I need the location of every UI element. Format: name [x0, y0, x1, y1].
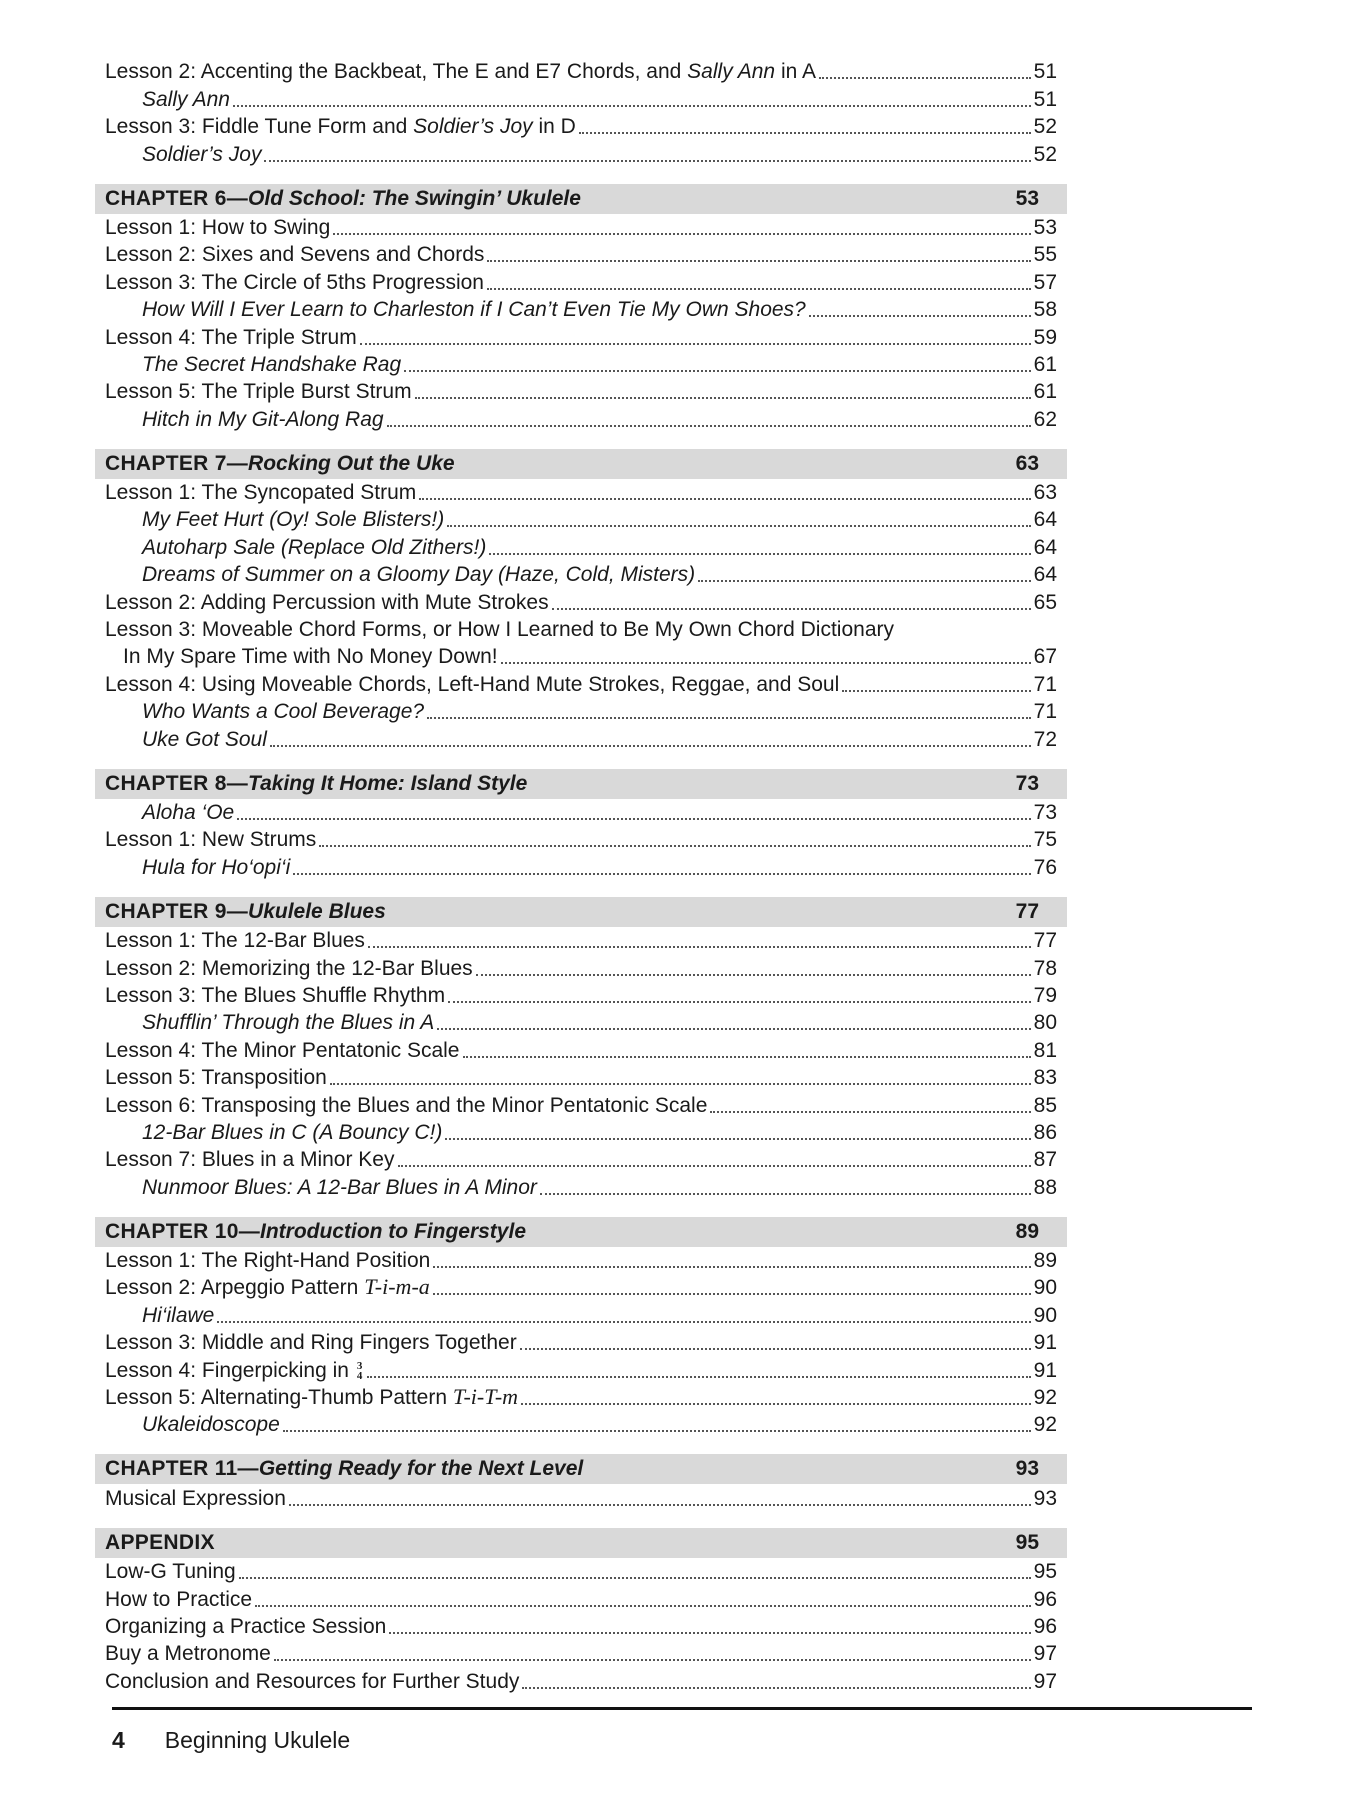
entry-page: 92	[1033, 1413, 1057, 1437]
song-entry	[105, 853, 1057, 880]
dot-leader	[389, 1632, 1030, 1634]
song-entry	[105, 1173, 1057, 1200]
lesson-entry	[105, 982, 1057, 1009]
lesson-entry	[105, 954, 1057, 981]
entry-page: 51	[1033, 60, 1057, 84]
entry-page: 88	[1033, 1175, 1057, 1199]
lesson-entry	[105, 927, 1057, 954]
entry-page: 96	[1033, 1587, 1057, 1611]
entry-title: Lesson 2: Memorizing the 12-Bar Blues	[105, 956, 473, 980]
entry-title: Sally Ann	[142, 87, 230, 111]
dot-leader	[489, 553, 1030, 555]
lesson-entry	[105, 1091, 1057, 1118]
dot-leader	[289, 1504, 1031, 1506]
lesson-entry	[105, 479, 1057, 506]
entry-page: 89	[1033, 1249, 1057, 1273]
entry-title: Nunmoor Blues: A 12-Bar Blues in A Minor	[142, 1175, 537, 1199]
entry-page: 79	[1033, 983, 1057, 1007]
lesson-entry	[105, 1356, 1057, 1383]
song-entry	[105, 1301, 1057, 1328]
entry-page: 92	[1033, 1386, 1057, 1410]
entry-title: Lesson 5: The Triple Burst Strum	[105, 380, 412, 404]
entry-page: 61	[1033, 352, 1057, 376]
lesson-entry	[105, 643, 1057, 670]
chapter-heading: APPENDIX 95	[95, 1528, 1067, 1558]
lesson-entry	[105, 1329, 1057, 1356]
song-entry	[105, 296, 1057, 323]
entry-page: 85	[1033, 1093, 1057, 1117]
entry-title: Soldier’s Joy	[142, 142, 262, 166]
entry-page: 73	[1033, 800, 1057, 824]
entry-title: Lesson 6: Transposing the Blues and the Minor Pentatonic Scale	[105, 1093, 708, 1117]
chapter-page: 63	[1015, 451, 1039, 475]
entry-page: 52	[1033, 115, 1057, 139]
chapter-page: 73	[1015, 771, 1039, 795]
entry-page: 57	[1033, 270, 1057, 294]
dot-leader	[217, 1321, 1030, 1323]
dot-leader	[293, 873, 1030, 875]
dot-leader	[239, 1577, 1031, 1579]
entry-title: Lesson 1: How to Swing	[105, 215, 331, 239]
lesson-entry	[105, 214, 1057, 241]
dot-leader	[360, 343, 1031, 345]
lesson-entry	[105, 1384, 1057, 1411]
dot-leader	[520, 1348, 1031, 1350]
song-entry	[105, 1009, 1057, 1036]
dot-leader	[819, 77, 1031, 79]
entry-page: 55	[1033, 243, 1057, 267]
lesson-entry	[105, 58, 1057, 85]
entry-title: Organizing a Practice Session	[105, 1614, 387, 1638]
entry-page: 90	[1033, 1276, 1057, 1300]
chapter-page: 89	[1015, 1219, 1039, 1243]
chapter-page: 77	[1015, 899, 1039, 923]
chapter-page: 95	[1015, 1530, 1039, 1554]
entry-title: Lesson 1: The Syncopated Strum	[105, 481, 417, 505]
entry-page: 86	[1033, 1120, 1057, 1144]
entry-page: 62	[1033, 407, 1057, 431]
dot-leader	[552, 608, 1031, 610]
lesson-entry	[105, 1585, 1057, 1612]
entry-title: Lesson 2: Sixes and Sevens and Chords	[105, 243, 485, 267]
entry-page: 93	[1033, 1486, 1057, 1510]
entry-title: Lesson 2: Adding Percussion with Mute Strokes	[105, 590, 549, 614]
entry-title: Lesson 3: Middle and Ring Fingers Together	[105, 1331, 517, 1355]
dot-leader	[463, 1056, 1031, 1058]
entry-title: Lesson 2: Accenting the Backbeat, The E and E7 Chords, and Sally Ann in A	[105, 60, 816, 84]
entry-page: 95	[1033, 1560, 1057, 1584]
entry-page: 51	[1033, 87, 1057, 111]
book-title: Beginning Ukulele	[164, 1727, 351, 1753]
entry-page: 97	[1033, 1642, 1057, 1666]
entry-title: Lesson 3: The Circle of 5ths Progression	[105, 270, 484, 294]
entry-page: 77	[1033, 929, 1057, 953]
song-entry	[105, 140, 1057, 167]
dot-leader	[437, 1028, 1030, 1030]
entry-title: Autoharp Sale (Replace Old Zithers!)	[142, 535, 487, 559]
entry-title: Lesson 4: Using Moveable Chords, Left-Hand Mute Strokes, Reggae, and Soul	[105, 672, 840, 696]
song-entry	[105, 85, 1057, 112]
entry-page: 90	[1033, 1303, 1057, 1327]
entry-page: 83	[1033, 1066, 1057, 1090]
entry-page: 71	[1033, 700, 1057, 724]
chapter-heading: CHAPTER 11—Getting Ready for the Next Level 93	[95, 1454, 1067, 1484]
lesson-entry	[105, 1036, 1057, 1063]
chapter-page: 53	[1015, 186, 1039, 210]
lesson-entry	[105, 826, 1057, 853]
entry-title: How Will I Ever Learn to Charleston if I Can’t Even Tie My Own Shoes?	[142, 298, 806, 322]
dot-leader	[255, 1605, 1031, 1607]
entry-title: Who Wants a Cool Beverage?	[142, 700, 425, 724]
dot-leader	[579, 132, 1031, 134]
dot-leader	[433, 1293, 1031, 1295]
entry-title: Lesson 5: Alternating-Thumb Pattern T-i-T-m	[105, 1384, 519, 1410]
entry-page: 75	[1033, 828, 1057, 852]
dot-leader	[698, 580, 1030, 582]
dot-leader	[387, 425, 1031, 427]
dot-leader	[237, 818, 1030, 820]
entry-title: In My Spare Time with No Money Down!	[123, 645, 498, 669]
lesson-entry	[105, 670, 1057, 697]
entry-page: 78	[1033, 956, 1057, 980]
dot-leader	[330, 1083, 1031, 1085]
entry-title: Aloha ‘Oe	[142, 800, 235, 824]
entry-page: 64	[1033, 508, 1057, 532]
lesson-entry	[105, 1640, 1057, 1667]
dot-leader	[476, 974, 1031, 976]
entry-title: Lesson 3: Fiddle Tune Form and Soldier’s Joy in D	[105, 115, 576, 139]
chapter-heading: CHAPTER 9—Ukulele Blues 77	[95, 897, 1067, 927]
dot-leader	[274, 1659, 1031, 1661]
dot-leader	[264, 160, 1030, 162]
entry-title: Dreams of Summer on a Gloomy Day (Haze, Cold, Misters)	[142, 563, 696, 587]
entry-title: The Secret Handshake Rag	[142, 352, 402, 376]
entry-title: Buy a Metronome	[105, 1642, 271, 1666]
dot-leader	[501, 662, 1031, 664]
entry-page: 76	[1033, 855, 1057, 879]
lesson-entry	[105, 1667, 1057, 1694]
lesson-entry	[105, 241, 1057, 268]
dot-leader	[319, 845, 1030, 847]
entry-page: 91	[1033, 1331, 1057, 1355]
song-entry	[105, 1411, 1057, 1438]
lesson-entry	[105, 1484, 1057, 1511]
entry-title: Lesson 4: Fingerpicking in 3 4	[105, 1358, 363, 1383]
entry-title: Hula for Ho‘opi‘i	[142, 855, 291, 879]
entry-page: 63	[1033, 481, 1057, 505]
dot-leader	[487, 288, 1031, 290]
dot-leader	[233, 105, 1031, 107]
song-entry	[105, 405, 1057, 432]
lesson-entry	[105, 113, 1057, 140]
dot-leader	[333, 233, 1030, 235]
lesson-entry	[105, 588, 1057, 615]
entry-page: 61	[1033, 380, 1057, 404]
entry-title: Lesson 1: The Right-Hand Position	[105, 1249, 431, 1273]
entry-title: Lesson 7: Blues in a Minor Key	[105, 1148, 395, 1172]
lesson-entry	[105, 1146, 1057, 1173]
entry-title: Lesson 3: The Blues Shuffle Rhythm	[105, 983, 446, 1007]
chapter-page: 93	[1015, 1457, 1039, 1481]
song-entry	[105, 725, 1057, 752]
entry-page: 64	[1033, 535, 1057, 559]
chapter-heading: CHAPTER 10—Introduction to Fingerstyle 89	[95, 1217, 1067, 1247]
lesson-entry	[105, 1247, 1057, 1274]
footer-divider	[112, 1707, 1252, 1710]
dot-leader	[419, 498, 1030, 500]
entry-title: Ukaleidoscope	[142, 1413, 280, 1437]
dot-leader	[522, 1687, 1030, 1689]
song-entry	[105, 533, 1057, 560]
entry-page: 59	[1033, 325, 1057, 349]
entry-page: 97	[1033, 1669, 1057, 1693]
entry-title: How to Practice	[105, 1587, 253, 1611]
entry-page: 96	[1033, 1614, 1057, 1638]
song-entry	[105, 351, 1057, 378]
dot-leader	[404, 370, 1030, 372]
dot-leader	[447, 525, 1030, 527]
entry-title: 12-Bar Blues in C (A Bouncy C!)	[142, 1120, 443, 1144]
entry-page: 80	[1033, 1011, 1057, 1035]
entry-title: Hitch in My Git-Along Rag	[142, 407, 384, 431]
entry-page: 91	[1033, 1358, 1057, 1382]
lesson-entry	[105, 616, 1057, 643]
song-entry	[105, 561, 1057, 588]
dot-leader	[521, 1403, 1031, 1405]
dot-leader	[427, 717, 1031, 719]
lesson-entry	[105, 323, 1057, 350]
entry-page: 81	[1033, 1038, 1057, 1062]
lesson-entry	[105, 1558, 1057, 1585]
dot-leader	[809, 315, 1031, 317]
entry-title: Musical Expression	[105, 1486, 286, 1510]
entry-page: 65	[1033, 590, 1057, 614]
dot-leader	[433, 1266, 1030, 1268]
entry-title: Uke Got Soul	[142, 727, 267, 751]
dot-leader	[448, 1001, 1031, 1003]
chapter-heading: CHAPTER 6—Old School: The Swingin’ Ukulele 53	[95, 184, 1067, 214]
lesson-entry	[105, 1274, 1057, 1301]
dot-leader	[540, 1193, 1031, 1195]
entry-title: Conclusion and Resources for Further Study	[105, 1669, 520, 1693]
dot-leader	[367, 1376, 1030, 1378]
entry-page: 58	[1033, 298, 1057, 322]
dot-leader	[270, 745, 1031, 747]
dot-leader	[487, 260, 1030, 262]
entry-title: My Feet Hurt (Oy! Sole Blisters!)	[142, 508, 445, 532]
chapter-heading: CHAPTER 7—Rocking Out the Uke 63	[95, 449, 1067, 479]
table-of-contents	[105, 58, 1057, 1695]
chapter-heading: CHAPTER 8—Taking It Home: Island Style 73	[95, 769, 1067, 799]
song-entry	[105, 698, 1057, 725]
dot-leader	[283, 1430, 1031, 1432]
dot-leader	[415, 397, 1031, 399]
entry-page: 72	[1033, 727, 1057, 751]
dot-leader	[842, 690, 1030, 692]
lesson-entry	[105, 378, 1057, 405]
entry-page: 87	[1033, 1148, 1057, 1172]
dot-leader	[368, 946, 1031, 948]
song-entry	[105, 1119, 1057, 1146]
entry-title: Lesson 1: New Strums	[105, 828, 317, 852]
time-signature: 3 4	[356, 1360, 363, 1383]
page-footer	[112, 1727, 350, 1754]
entry-title: Lesson 5: Transposition	[105, 1066, 327, 1090]
dot-leader	[445, 1138, 1030, 1140]
entry-title: Low-G Tuning	[105, 1560, 236, 1584]
entry-title: Hi‘ilawe	[142, 1303, 215, 1327]
lesson-entry	[105, 268, 1057, 295]
dot-leader	[710, 1111, 1030, 1113]
entry-title: Lesson 2: Arpeggio Pattern T-i-m-a	[105, 1274, 430, 1300]
entry-title: Lesson 3: Moveable Chord Forms, or How I Learned to Be My Own Chord Dictionary	[105, 618, 895, 642]
entry-title: Lesson 1: The 12-Bar Blues	[105, 929, 365, 953]
entry-title: Lesson 4: The Minor Pentatonic Scale	[105, 1038, 460, 1062]
lesson-entry	[105, 1064, 1057, 1091]
song-entry	[105, 506, 1057, 533]
entry-title: Lesson 4: The Triple Strum	[105, 325, 357, 349]
dot-leader	[398, 1165, 1031, 1167]
entry-page: 52	[1033, 142, 1057, 166]
entry-title: Shufflin’ Through the Blues in A	[142, 1011, 435, 1035]
entry-page: 64	[1033, 563, 1057, 587]
page-number: 4	[112, 1727, 125, 1753]
entry-page: 67	[1033, 645, 1057, 669]
lesson-entry	[105, 1613, 1057, 1640]
entry-page: 53	[1033, 215, 1057, 239]
song-entry	[105, 799, 1057, 826]
entry-page: 71	[1033, 672, 1057, 696]
